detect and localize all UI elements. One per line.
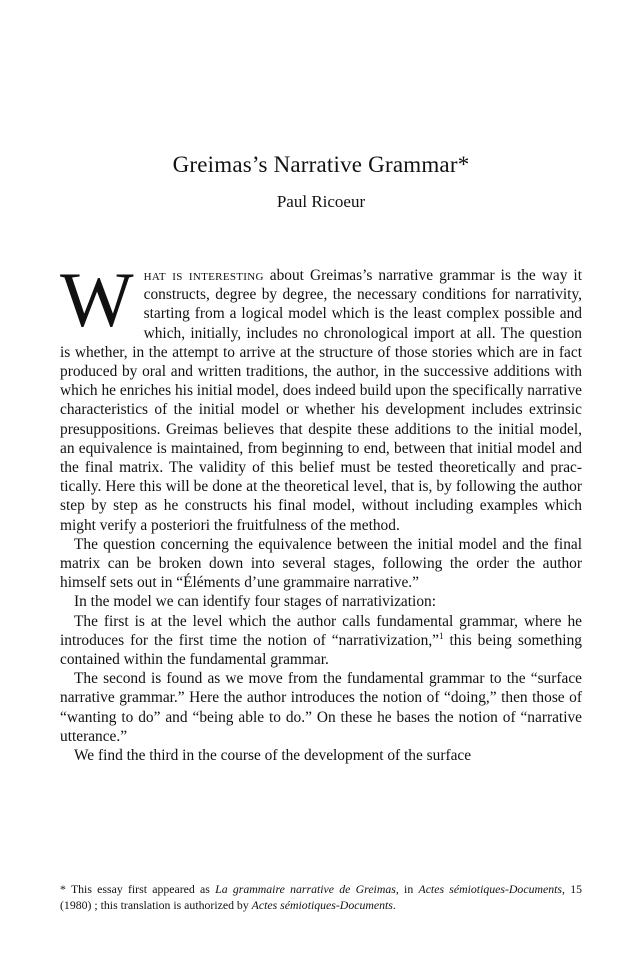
- paragraph-4: [60, 612, 582, 670]
- footnote: [60, 881, 582, 913]
- article-author: Paul Ricoeur: [276, 192, 366, 211]
- paragraph-6: We find the third in the course of the development of the surface: [74, 747, 472, 765]
- page: [60, 0, 582, 971]
- paragraph-1-text: about Greimas’s narrative grammar is the way it constructs, degree by degree, the necessary conditions for narrativity, starting from a logical model which is the least complex possible and which, initially, includes no chronological import at all. The question is whether, in the attempt to arrive at the structure of those stories which are in fact produced by oral and written traditions, the author, in the successive additions with which he enriches his initial model, does indeed build upon the specifically narrative characteristics of the initial model or whether his development includes extrinsic presuppositions. Greimas believes that despite these additions to the initial model, an equivalence is maintained, from beginning to end, between that initial model and the final matrix. The validity of this belief must be tested theoretically and practically. Here this will be done at the theoretical level, that is, by following the author step by step as he constructs his final model, without including examples which might verify a posteriori the fruitfulness of the method.: [60, 267, 582, 534]
- article-body: [60, 256, 582, 765]
- paragraph-4-text-b: this being something contained within the fundamental grammar.: [60, 631, 582, 669]
- article-title: Greimas’s Narrative Grammar*: [172, 152, 470, 177]
- drop-cap: W: [60, 256, 134, 343]
- paragraph-5: The second is found as we move from the fundamental grammar to the “surface narrative grammar.” Here the author introduces the notion of “doing,” then those of “wanting to do” and “being able to do.” On these he bases the notion of “narrative utterance.”: [60, 670, 582, 745]
- paragraph-2: The question concerning the equivalence between the initial model and the final matrix can be broken down into several stages, following the order the author himself sets out in “Éléments d’une grammaire narrative.”: [60, 535, 582, 592]
- footnote-title: La grammaire narrative de Greimas,: [215, 882, 399, 896]
- footnote-reference: 1: [439, 630, 444, 641]
- footnote-text-1: This essay first appeared as: [65, 882, 216, 896]
- footnote-text-4: .: [392, 898, 396, 912]
- paragraph-1: [60, 256, 582, 535]
- footnote-text-2: in: [398, 882, 419, 896]
- paragraph-4-text-a: The first is at the level which the author calls fundamental grammar, where he introduces for the first time the notion of “narrativization,”: [60, 612, 582, 649]
- footnote-journal-2: Actes sémiotiques-Documents: [251, 898, 393, 912]
- footnote-journal: Actes sémiotiques-Documents,: [418, 882, 565, 896]
- footnote-text-3: 15 (1980) ; this translation is authorized by: [60, 882, 583, 912]
- paragraph-3: In the model we can identify four stages of narrativization:: [74, 593, 436, 611]
- footnote-marker: *: [60, 882, 66, 896]
- opening-words: hat is interesting: [143, 267, 264, 284]
